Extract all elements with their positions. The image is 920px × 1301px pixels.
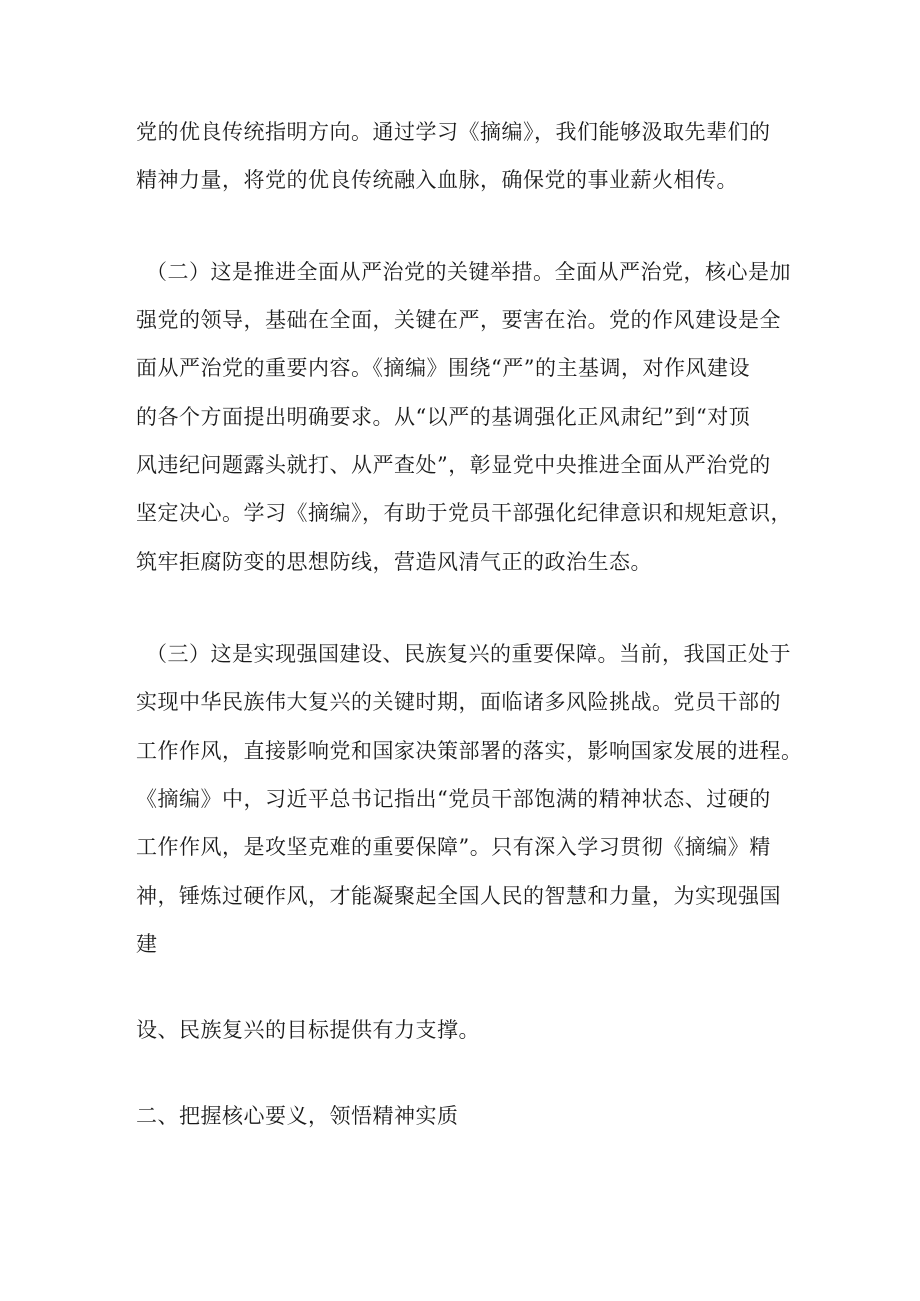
text-line: 强党的领导，基础在全面，关键在严，要害在治。党的作风建设是全: [136, 308, 781, 332]
text-line: 风违纪问题露头就打、从严查处”，彰显党中央推进全面从严治党的: [136, 453, 771, 477]
text-line: 《摘编》中，习近平总书记指出“党员干部饱满的精神状态、过硬的: [136, 787, 771, 811]
text-line: 坚定决心。学习《摘编》，有助于党员干部强化纪律意识和规矩意识，: [136, 501, 792, 525]
text-line: 面从严治党的重要内容。《摘编》围绕“严”的主基调，对作风建设: [136, 356, 750, 380]
text-line: 工作作风，直接影响党和国家决策部署的落实，影响国家发展的进程。: [136, 739, 803, 763]
text-line: 党的优良传统指明方向。通过学习《摘编》，我们能够汲取先辈们的: [136, 120, 771, 144]
text-line: 筑牢拒腐防变的思想防线，营造风清气正的政治生态。: [136, 550, 652, 574]
text-line: 精神力量，将党的优良传统融入血脉，确保党的事业薪火相传。: [136, 168, 738, 192]
text-line: 实现中华民族伟大复兴的关键时期，面临诸多风险挑战。党员干部的: [136, 690, 781, 714]
text-line: （二）这是推进全面从严治党的关键举措。全面从严治党，核心是加: [146, 260, 791, 284]
text-line: 的各个方面提出明确要求。从“以严的基调强化正风肃纪”到“对顶: [136, 405, 751, 429]
section-heading: 二、把握核心要义，领悟精神实质: [136, 1104, 459, 1128]
text-line: 设、民族复兴的目标提供有力支撑。: [136, 1018, 480, 1042]
text-line: （三）这是实现强国建设、民族复兴的重要保障。当前，我国正处于: [146, 642, 791, 666]
text-line: 建: [136, 932, 158, 956]
text-line: 神，锤炼过硬作风，才能凝聚起全国人民的智慧和力量，为实现强国: [136, 884, 781, 908]
text-line: 工作作风，是攻坚克难的重要保障”。只有深入学习贯彻《摘编》精: [136, 835, 771, 859]
